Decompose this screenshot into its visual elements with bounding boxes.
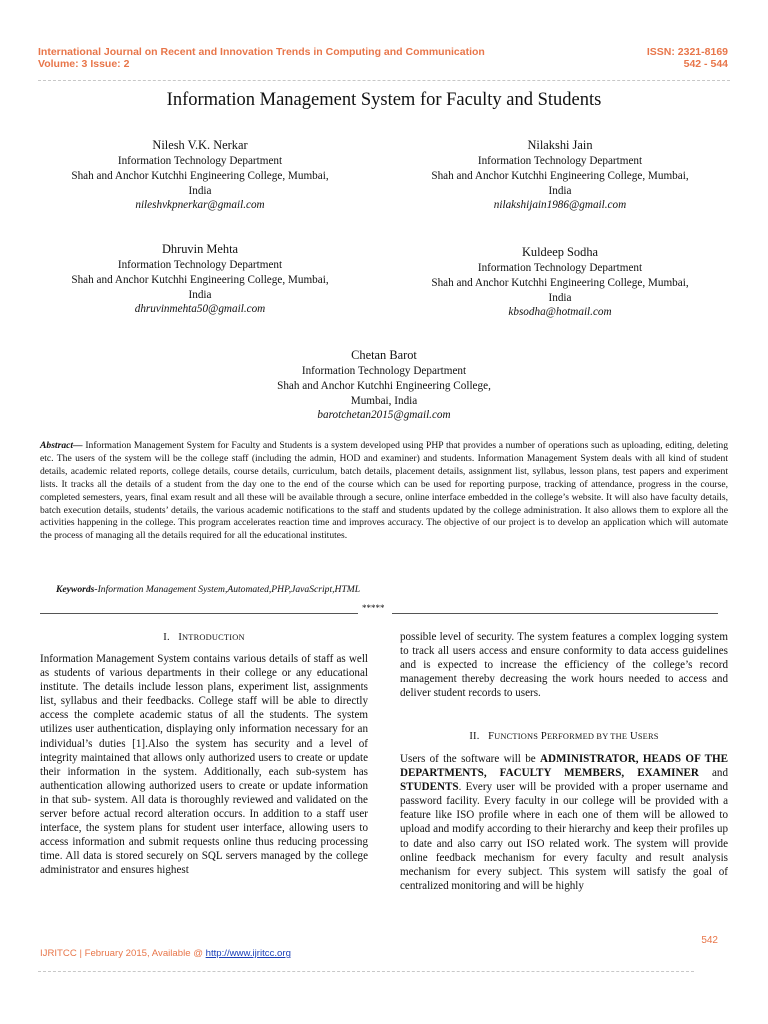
functions-roles: ADMINISTRATOR, HEADS OF THE DEPARTMENTS, FACULTY MEMBERS, EXAMINER xyxy=(400,753,728,780)
author-country: Mumbai, India xyxy=(350,394,418,407)
functions-and: and xyxy=(698,767,728,780)
section-number: I. xyxy=(163,632,170,643)
journal-name: International Journal on Recent and Innovation Trends in Computing and Communication xyxy=(38,46,485,58)
author-email: nileshvkpnerkar@gmail.com xyxy=(135,199,265,212)
author-name: Kuldeep Sodha xyxy=(521,245,599,259)
introduction-paragraph: Information Management System contains various details of staff as well as students of various departments in their college or any educational institute. The details include lesson plans, experiment list, assignments list, syllabus and their feedbacks. College staff will be able to directly access the complete academic status of all the students. The system utilizes user authentication, displaying only information necessary for an individual’s duties [1].Also the system has security and a level of integrity maintained that allows only authorized users to create or update their information in the system. Additionally, each sub-system has authentication allowing authorized users to create or update information in that sub- system. All data is thoroughly reviewed and validated on the server before actual record alteration occurs. In addition to a staff user interface, the system plans for student user interface, allowing users to access information and submit requests online thus reducing processing time. All data is stored securely on SQL servers managed by the college administrator and ensures highest xyxy=(40,653,368,877)
section-heading-introduction xyxy=(40,632,368,643)
abstract xyxy=(40,440,728,543)
author-email: barotchetan2015@gmail.com xyxy=(317,409,451,422)
author-block xyxy=(40,137,360,213)
footer-divider xyxy=(38,971,694,972)
author-college: Shah and Anchor Kutchhi Engineering College, Mumbai, xyxy=(71,273,329,286)
author-country: India xyxy=(188,288,212,301)
section-title-initial: F xyxy=(488,731,495,742)
author-name: Nilesh V.K. Nerkar xyxy=(152,138,248,152)
functions-paragraph xyxy=(400,752,728,893)
author-dept: Information Technology Department xyxy=(477,262,643,274)
abstract-text: Information Management System for Faculty and Students is a system developed using PHP that provides a number of operations such as uploading, editing, deleting etc. The users of the system will be the college staff (including the admin, HOD and examiner) and students. Information Management System deals with all kind of student details, academic related reports, college details, course details, curriculum, batch details, placement details, assignment list, syllabus, lesson plans, test papers and experiment lists. It tracks all the details of a student from the day one to the end of the course which can be used for reporting purpose, tracking of attendance, progress in the course, completed semesters, years, final exam result and all these will be available through a secure, online interface embedded in the college’s website. It will also have faculty details, batch execution details, students’ details, the various academic notifications to the staff and students updated by the college administration. It also allows them to explore all the activities happening in the college. This program accelerates reaction time and improves accuracy. The objective of our project is to develop an application which will automate the process of managing all the details required for all the educational institutes. xyxy=(40,440,728,542)
continuation-paragraph: possible level of security. The system features a complex logging system to track all users access and ensure conformity to data access guidelines and is expected to increase the efficiency of the college’s record management thereby decreasing the work hours needed to access and deliver student records to users. xyxy=(400,631,728,700)
paper-title: Information Management System for Faculty and Students xyxy=(166,90,602,110)
footer xyxy=(40,948,291,959)
author-college: Shah and Anchor Kutchhi Engineering College, Mumbai, xyxy=(71,169,329,182)
abstract-label: Abstract— xyxy=(40,440,83,451)
author-email: dhruvinmehta50@gmail.com xyxy=(134,303,266,316)
section-number: II. xyxy=(469,731,480,742)
footer-link[interactable]: http://www.ijritcc.org xyxy=(205,948,291,959)
section-title-rest: ERFORMED BY THE xyxy=(546,732,628,741)
author-country: India xyxy=(548,291,572,304)
functions-intro: Users of the software will be xyxy=(400,753,541,765)
author-college: Shah and Anchor Kutchhi Engineering College, Mumbai, xyxy=(431,276,689,289)
section-title-rest: SERS xyxy=(637,732,659,741)
author-college: Shah and Anchor Kutchhi Engineering College, Mumbai, xyxy=(431,169,689,182)
section-heading-functions xyxy=(400,731,728,742)
journal-volume: Volume: 3 Issue: 2 xyxy=(38,58,130,70)
author-name: Dhruvin Mehta xyxy=(161,242,239,256)
header-divider xyxy=(38,80,730,81)
footer-text: IJRITCC | February 2015, Available @ xyxy=(40,948,206,959)
author-dept: Information Technology Department xyxy=(117,155,283,167)
keywords-text: Information Management System,Automated,PHP,JavaScript,HTML xyxy=(97,584,361,595)
author-name: Chetan Barot xyxy=(351,348,417,362)
section-title-rest: NTRODUCTION xyxy=(182,633,245,642)
section-title-initial: I xyxy=(178,632,183,643)
author-country: India xyxy=(548,184,572,197)
section-title-initial: U xyxy=(630,731,638,742)
page-number: 542 xyxy=(701,935,718,946)
journal-pages: 542 - 544 xyxy=(683,58,728,70)
separator-stars: ***** xyxy=(362,603,385,613)
keywords-label: Keywords- xyxy=(56,584,98,595)
functions-students: STUDENTS xyxy=(400,781,459,794)
author-email: kbsodha@hotmail.com xyxy=(508,306,612,319)
column-right-top xyxy=(400,630,728,700)
author-block xyxy=(400,244,720,320)
column-left xyxy=(40,652,368,878)
functions-body: . Every user will be provided with a proper username and password facility. Every faculty in our college will be provided with a feature like ISO profile where in each one of them will be allowed to upload and modify according to their hierarchy and keep their profiles up to date and also carry out ISO related work. The system will provide online feedback mechanism for every faculty and result analysis mechanism for every subject. This system will satisfy the goal of centralized monitoring and will be highly xyxy=(400,781,728,892)
separator-line-right xyxy=(392,613,718,614)
section-title-rest: UNCTIONS xyxy=(494,732,539,741)
section-title-initial: P xyxy=(540,731,547,742)
author-dept: Information Technology Department xyxy=(301,365,467,377)
author-country: India xyxy=(188,184,212,197)
author-email: nilakshijain1986@gmail.com xyxy=(493,199,627,212)
author-dept: Information Technology Department xyxy=(117,259,283,271)
author-block xyxy=(40,241,360,317)
keywords xyxy=(56,584,360,595)
author-dept: Information Technology Department xyxy=(477,155,643,167)
author-college: Shah and Anchor Kutchhi Engineering College, xyxy=(277,379,491,392)
author-block xyxy=(400,137,720,213)
author-name: Nilakshi Jain xyxy=(527,138,593,152)
author-block xyxy=(224,347,544,423)
column-right-bottom xyxy=(400,752,728,893)
journal-issn: ISSN: 2321-8169 xyxy=(646,46,728,58)
separator-line-left xyxy=(40,613,358,614)
